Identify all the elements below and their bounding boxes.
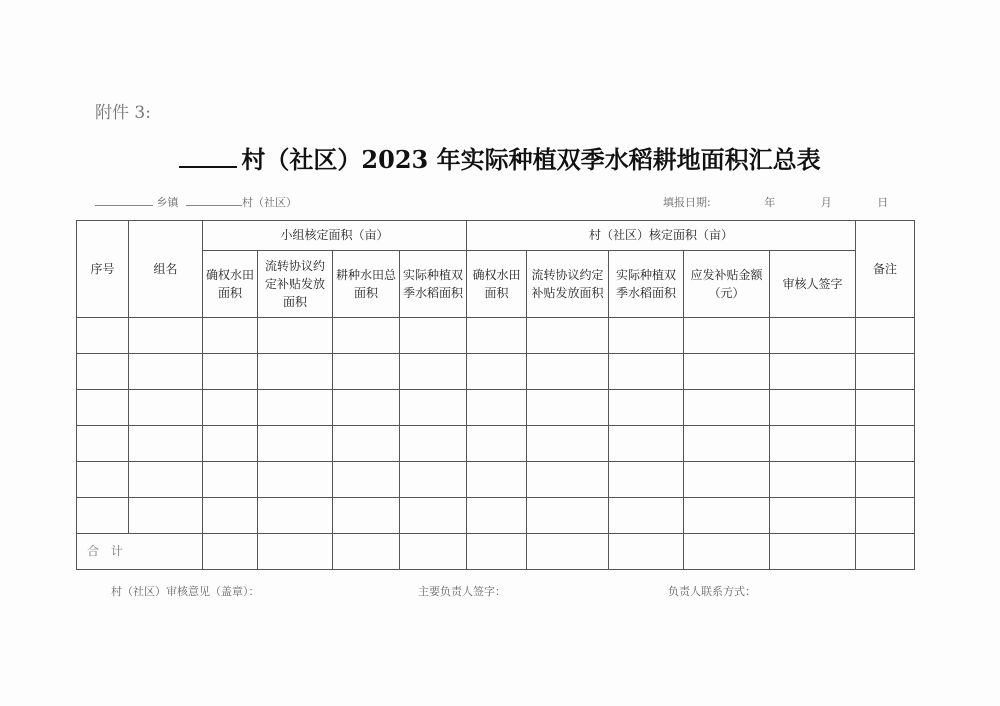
- header-remark: 备注: [856, 221, 915, 318]
- fill-date: [663, 194, 888, 210]
- header-row-2: [77, 251, 915, 318]
- cell[interactable]: [856, 498, 915, 534]
- cell[interactable]: [770, 426, 856, 462]
- cell[interactable]: [203, 318, 258, 354]
- cell[interactable]: [203, 426, 258, 462]
- table-row: [77, 462, 915, 498]
- cell[interactable]: [856, 462, 915, 498]
- cell[interactable]: [527, 534, 609, 570]
- cell[interactable]: [77, 426, 129, 462]
- header-g-total-paddy: 耕种水田总面积: [333, 251, 400, 318]
- cell[interactable]: [333, 498, 400, 534]
- table-row: [77, 318, 915, 354]
- cell[interactable]: [77, 498, 129, 534]
- village-label: 村（社区）: [242, 196, 297, 209]
- cell[interactable]: [129, 318, 203, 354]
- cell[interactable]: [684, 390, 770, 426]
- cell[interactable]: [467, 462, 527, 498]
- cell[interactable]: [527, 426, 609, 462]
- cell[interactable]: [258, 390, 333, 426]
- cell[interactable]: [333, 318, 400, 354]
- cell[interactable]: [770, 534, 856, 570]
- review-opinion-label: 村（社区）审核意见（盖章）：: [111, 585, 260, 598]
- cell[interactable]: [856, 426, 915, 462]
- village-blank[interactable]: [186, 205, 242, 206]
- cell[interactable]: [684, 462, 770, 498]
- cell[interactable]: [467, 354, 527, 390]
- cell[interactable]: [684, 426, 770, 462]
- title-text: 村（社区）2023 年实际种植双季水稻耕地面积汇总表: [241, 145, 821, 174]
- cell[interactable]: [467, 498, 527, 534]
- cell[interactable]: [400, 390, 467, 426]
- cell[interactable]: [77, 390, 129, 426]
- cell[interactable]: [684, 354, 770, 390]
- header-seq: 序号: [77, 221, 129, 318]
- cell[interactable]: [333, 534, 400, 570]
- cell[interactable]: [400, 354, 467, 390]
- cell[interactable]: [770, 354, 856, 390]
- table-row: [77, 354, 915, 390]
- year-label: 年: [764, 196, 776, 209]
- cell[interactable]: [333, 390, 400, 426]
- cell[interactable]: [203, 498, 258, 534]
- cell[interactable]: [527, 498, 609, 534]
- month-label: 月: [820, 196, 832, 209]
- township-label: 乡镇: [156, 196, 179, 209]
- cell[interactable]: [467, 390, 527, 426]
- header-row-1: [77, 221, 915, 251]
- cell[interactable]: [400, 498, 467, 534]
- cell[interactable]: [333, 354, 400, 390]
- cell[interactable]: [770, 498, 856, 534]
- cell[interactable]: [258, 426, 333, 462]
- cell[interactable]: [203, 354, 258, 390]
- cell[interactable]: [400, 462, 467, 498]
- cell[interactable]: [770, 390, 856, 426]
- cell[interactable]: [609, 354, 684, 390]
- cell[interactable]: [609, 390, 684, 426]
- contact-label: 负责人联系方式：: [668, 585, 756, 598]
- table-row: [77, 426, 915, 462]
- cell[interactable]: [129, 498, 203, 534]
- cell[interactable]: [258, 534, 333, 570]
- header-g-paddy: 确权水田面积: [203, 251, 258, 318]
- cell[interactable]: [770, 318, 856, 354]
- cell[interactable]: [856, 534, 915, 570]
- cell[interactable]: [77, 462, 129, 498]
- cell[interactable]: [77, 354, 129, 390]
- header-group: 组名: [129, 221, 203, 318]
- cell[interactable]: [467, 318, 527, 354]
- cell[interactable]: [770, 462, 856, 498]
- cell[interactable]: [609, 498, 684, 534]
- cell[interactable]: [467, 426, 527, 462]
- cell[interactable]: [467, 534, 527, 570]
- cell[interactable]: [258, 498, 333, 534]
- cell[interactable]: [527, 462, 609, 498]
- cell[interactable]: [203, 534, 258, 570]
- day-label: 日: [877, 196, 889, 209]
- attachment-label: 附件 3:: [95, 103, 151, 123]
- table-row: [77, 390, 915, 426]
- leader-signature-label: 主要负责人签字：: [418, 585, 506, 598]
- cell[interactable]: [609, 318, 684, 354]
- header-g-actual-double: 实际种植双季水稻面积: [400, 251, 467, 318]
- cell[interactable]: [129, 462, 203, 498]
- township-blank[interactable]: [95, 205, 153, 206]
- header-village-verified: 村（社区）核定面积（亩）: [467, 221, 856, 251]
- cell[interactable]: [77, 318, 129, 354]
- cell[interactable]: [609, 426, 684, 462]
- cell[interactable]: [609, 462, 684, 498]
- cell[interactable]: [258, 318, 333, 354]
- cell[interactable]: [527, 390, 609, 426]
- header-v-subsidy: 应发补贴金额（元）: [684, 251, 770, 318]
- cell[interactable]: [129, 426, 203, 462]
- header-v-transfer: 流转协议约定补贴发放面积: [527, 251, 609, 318]
- cell[interactable]: [258, 354, 333, 390]
- header-v-paddy: 确权水田面积: [467, 251, 527, 318]
- cell[interactable]: [856, 390, 915, 426]
- cell[interactable]: [856, 318, 915, 354]
- cell[interactable]: [400, 534, 467, 570]
- header-g-transfer: 流转协议约定补贴发放面积: [258, 251, 333, 318]
- cell[interactable]: [684, 498, 770, 534]
- table-row: [77, 498, 915, 534]
- summary-table: [76, 220, 915, 570]
- fill-date-label: 填报日期:: [663, 196, 711, 209]
- cell[interactable]: [400, 318, 467, 354]
- cell[interactable]: [203, 462, 258, 498]
- cell[interactable]: [203, 390, 258, 426]
- header-v-reviewer: 审核人签字: [770, 251, 856, 318]
- cell[interactable]: [333, 462, 400, 498]
- header-group-verified: 小组核定面积（亩）: [203, 221, 467, 251]
- total-label: 合 计: [77, 534, 203, 570]
- cell[interactable]: [400, 426, 467, 462]
- cell[interactable]: [129, 390, 203, 426]
- location-fields: [95, 194, 297, 210]
- village-name-blank[interactable]: [179, 166, 237, 168]
- page-title: [0, 140, 1000, 175]
- cell[interactable]: [258, 462, 333, 498]
- cell[interactable]: [609, 534, 684, 570]
- cell[interactable]: [527, 318, 609, 354]
- total-row: [77, 534, 915, 570]
- cell[interactable]: [527, 354, 609, 390]
- cell[interactable]: [684, 534, 770, 570]
- cell[interactable]: [129, 354, 203, 390]
- cell[interactable]: [856, 354, 915, 390]
- header-v-actual-double: 实际种植双季水稻面积: [609, 251, 684, 318]
- cell[interactable]: [684, 318, 770, 354]
- cell[interactable]: [333, 426, 400, 462]
